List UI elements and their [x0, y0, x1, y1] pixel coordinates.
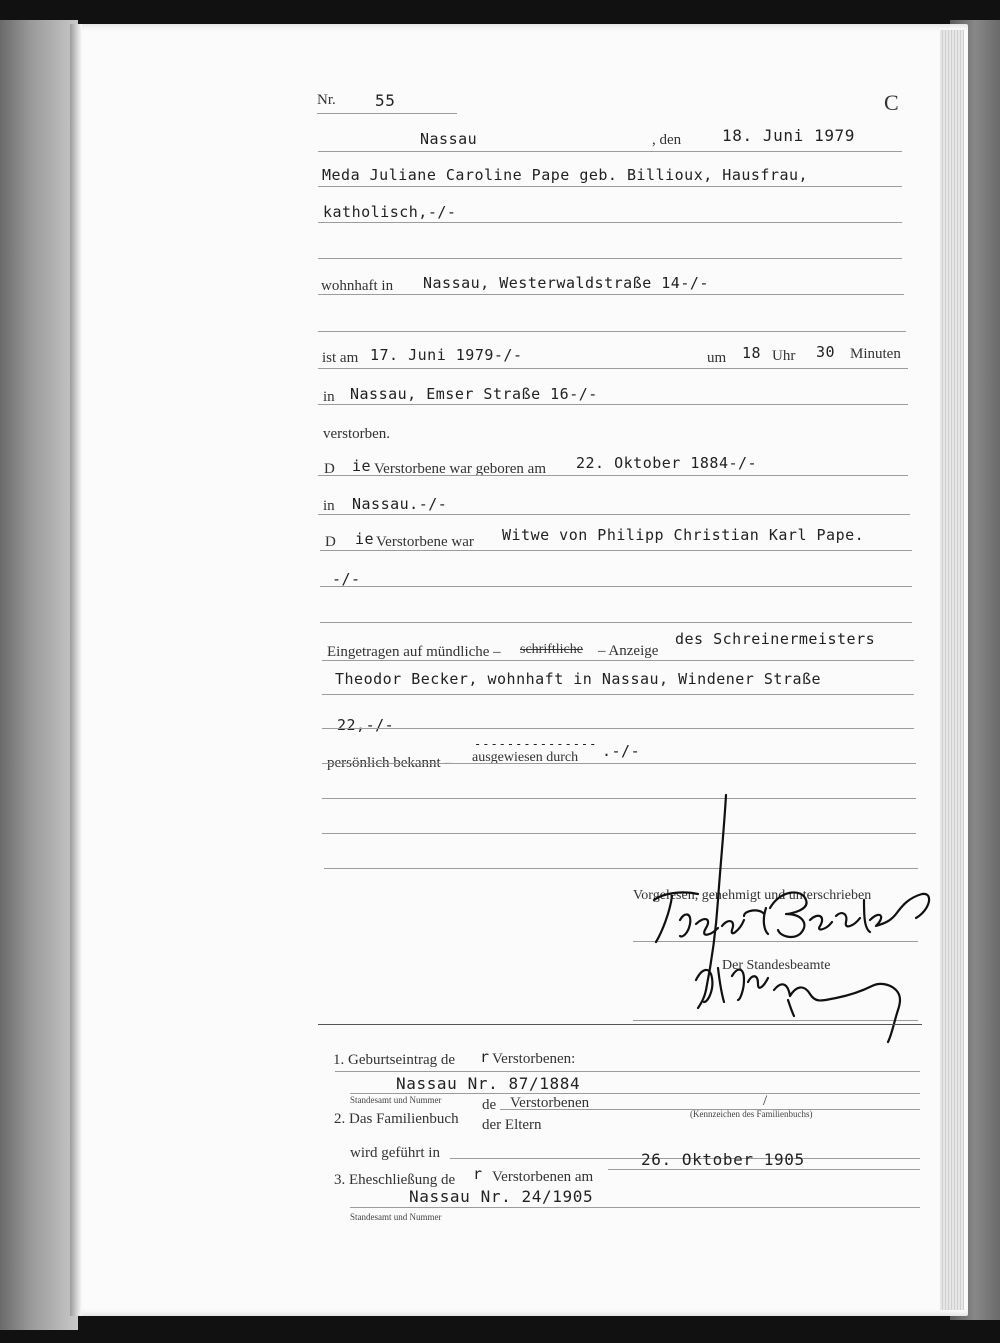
- line-6: [318, 331, 906, 332]
- informant-line-1: des Schreinermeisters: [675, 630, 876, 648]
- ausgewiesen-end: .-/-: [602, 742, 641, 760]
- line-14: [322, 660, 914, 661]
- death-place: Nassau, Emser Straße 16-/-: [350, 385, 598, 403]
- item2-slash: /: [763, 1093, 768, 1109]
- line-2: [318, 186, 902, 187]
- deceased-name: Meda Juliane Caroline Pape geb. Billioux, Hausfrau,: [322, 166, 809, 184]
- item1-label2: Verstorbenen:: [492, 1051, 576, 1067]
- item2-de: de: [482, 1097, 497, 1113]
- death-minutes: 30: [816, 343, 836, 361]
- in-label-birth: in: [323, 498, 335, 514]
- d-fill-birth: ie: [352, 457, 372, 475]
- ist-am-label: ist am: [322, 350, 359, 366]
- standesbeamte-label: Der Standesbeamte: [722, 958, 831, 973]
- nr-label: Nr.: [317, 92, 336, 108]
- birth-place: Nassau.-/-: [352, 495, 448, 513]
- residence-address: Nassau, Westerwaldstraße 14-/-: [423, 274, 709, 292]
- footer-line-5: [608, 1169, 920, 1170]
- register-letter: C: [884, 90, 899, 115]
- line-8: [318, 404, 908, 405]
- nr-rule: [317, 113, 457, 114]
- vorgelesen-label: Vorgelesen, genehmigt und unterschrieben: [633, 888, 872, 903]
- entry-number: 55: [375, 91, 396, 110]
- religion: katholisch,-/-: [323, 203, 457, 221]
- line-17: [322, 763, 916, 764]
- marital-status: Witwe von Philipp Christian Karl Pape.: [502, 526, 865, 544]
- geboren-label: Verstorbene war geboren am: [374, 461, 547, 477]
- line-12: [320, 586, 912, 587]
- informant-line-2: Theodor Becker, wohnhaft in Nassau, Windener Straße: [335, 670, 822, 688]
- uhr-label: Uhr: [772, 348, 796, 364]
- line-16: [322, 728, 914, 729]
- d-fill-marital: ie: [355, 530, 375, 548]
- wohnhaft-label: wohnhaft in: [321, 278, 394, 294]
- footer-line-6: [350, 1207, 920, 1208]
- page-stack-edge: [940, 30, 964, 1310]
- line-13: [320, 622, 912, 623]
- anzeige-label: – Anzeige: [598, 643, 659, 659]
- footer-separator: [318, 1024, 922, 1025]
- item1-fill: r: [480, 1048, 490, 1066]
- den-label: , den: [652, 132, 682, 148]
- bekannt-label: persönlich bekannt –: [327, 755, 452, 771]
- item1-label: 1. Geburtseintrag de: [333, 1052, 456, 1068]
- standesamt-label-2: Standesamt und Nummer: [350, 1212, 442, 1222]
- item2-eltern: der Eltern: [482, 1117, 542, 1133]
- eingetragen-label: Eingetragen auf mündliche –: [327, 644, 501, 660]
- line-10: [318, 514, 910, 515]
- left-book-page: [0, 20, 78, 1330]
- line-11: [320, 550, 912, 551]
- item3-label2: Verstorbenen am: [492, 1169, 594, 1185]
- line-9: [318, 475, 908, 476]
- minuten-label: Minuten: [850, 346, 901, 362]
- kennzeichen-label: (Kennzeichen des Familienbuchs): [690, 1109, 813, 1119]
- item3-fill: r: [473, 1165, 483, 1183]
- footer-line-2: [350, 1093, 920, 1094]
- line-7: [318, 368, 908, 369]
- informant-line-3: 22,-/-: [337, 716, 395, 734]
- d-label-birth: D: [324, 461, 335, 477]
- marriage-record-number: Nassau Nr. 24/1905: [409, 1187, 594, 1206]
- item2-label: 2. Das Familienbuch: [334, 1111, 459, 1127]
- handwritten-signatures: [640, 790, 940, 1050]
- line-1: [318, 151, 902, 152]
- item2-verstorbenen: Verstorbenen: [510, 1095, 590, 1111]
- marital-cont: -/-: [332, 570, 361, 588]
- standesamt-label-1: Standesamt und Nummer: [350, 1095, 442, 1105]
- verstorben-label: verstorben.: [323, 426, 391, 442]
- death-hour: 18: [742, 344, 762, 362]
- line-3: [318, 222, 902, 223]
- page-gutter-shadow: [70, 24, 82, 1316]
- birth-record-number: Nassau Nr. 87/1884: [396, 1074, 581, 1093]
- ausgewiesen-label: ausgewiesen durch: [472, 750, 579, 765]
- line-5: [318, 294, 904, 295]
- um-label: um: [707, 350, 727, 366]
- death-date: 17. Juni 1979-/-: [370, 346, 523, 364]
- in-label-death: in: [323, 389, 335, 405]
- registry-place: Nassau: [420, 130, 478, 148]
- war-label: Verstorbene war: [376, 534, 474, 550]
- birth-date: 22. Oktober 1884-/-: [576, 454, 758, 472]
- line-4: [318, 258, 902, 259]
- item2-gefuehrt: wird geführt in: [350, 1145, 440, 1161]
- registry-date: 18. Juni 1979: [722, 126, 856, 145]
- schriftliche-label: schriftliche: [520, 642, 583, 657]
- line-15: [322, 694, 914, 695]
- d-label-marital: D: [325, 534, 336, 550]
- item3-label: 3. Eheschließung de: [334, 1172, 456, 1188]
- footer-line-1: [335, 1071, 920, 1072]
- ausgewiesen-strike: ---------------: [474, 737, 598, 751]
- marriage-date: 26. Oktober 1905: [641, 1150, 805, 1169]
